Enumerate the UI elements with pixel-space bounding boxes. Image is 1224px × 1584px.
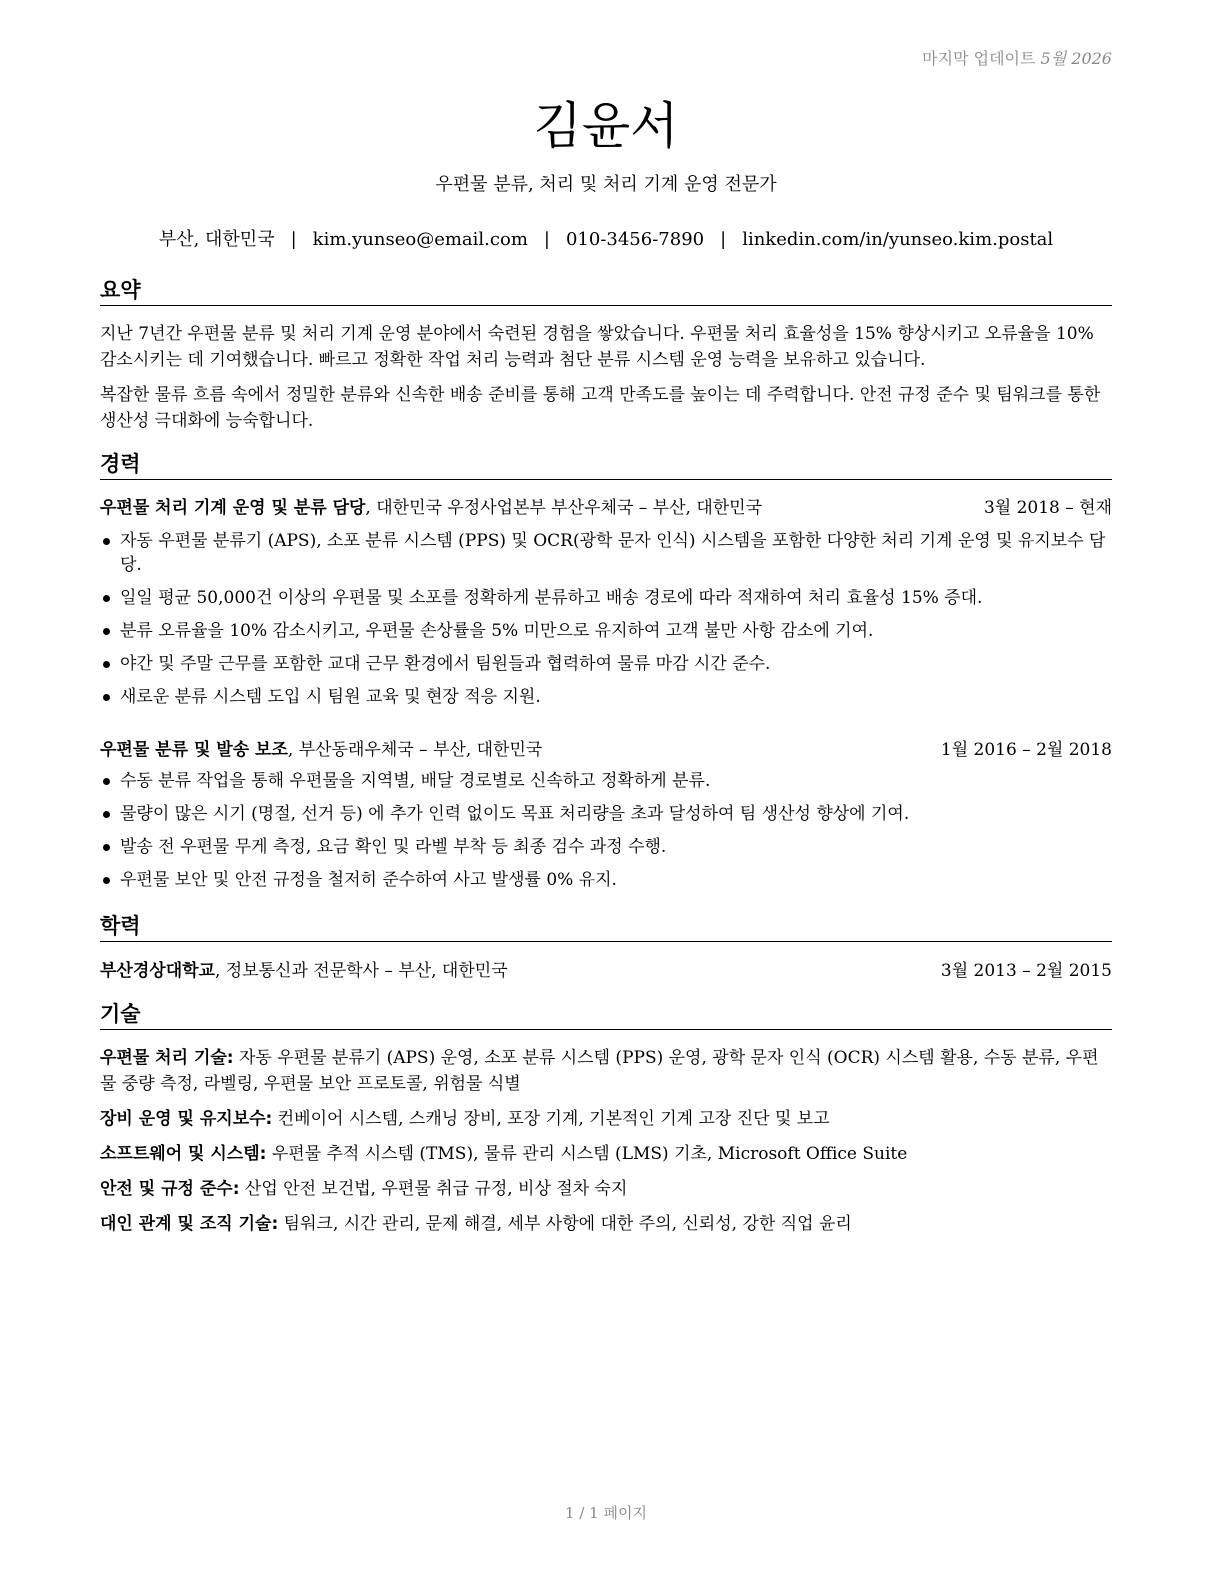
job-org: , 부산동래우체국 – 부산, 대한민국 xyxy=(287,740,543,760)
last-updated-date: 5월 2026 xyxy=(1040,49,1112,68)
skill-label: 대인 관계 및 조직 기술: xyxy=(100,1214,279,1234)
education-heading: 학력 xyxy=(100,913,1112,942)
skill-text: 컨베이어 시스템, 스캐닝 장비, 포장 기계, 기본적인 기계 고장 진단 및 보고 xyxy=(272,1109,830,1129)
list-item: 우편물 보안 및 안전 규정을 철저히 준수하여 사고 발생률 0% 유지. xyxy=(100,868,1112,892)
contact-separator: | xyxy=(543,229,550,250)
skill-label: 장비 운영 및 유지보수: xyxy=(100,1109,273,1129)
list-item: 발송 전 우편물 무게 측정, 요금 확인 및 라벨 부착 등 최종 검수 과정 수행. xyxy=(100,835,1112,859)
skill-text: 자동 우편물 분류기 (APS) 운영, 소포 분류 시스템 (PPS) 운영, 광학 문자 인식 (OCR) 시스템 활용, 수동 분류, 우편물 중량 측정, 라벨링, 우편물 보안 프로토콜, 위험물 식별 xyxy=(100,1048,1099,1094)
skill-label: 안전 및 규정 준수: xyxy=(100,1179,240,1199)
job-title: 우편물 처리 기계 운영 및 분류 담당 xyxy=(100,498,366,518)
skill-item xyxy=(100,1211,1112,1237)
skill-text: 산업 안전 보건법, 우편물 취급 규정, 비상 절차 숙지 xyxy=(239,1179,628,1199)
contact-location: 부산, 대한민국 xyxy=(158,229,275,250)
resume-page xyxy=(100,0,1112,1584)
skill-item xyxy=(100,1141,1112,1167)
list-item: 물량이 많은 시기 (명절, 선거 등) 에 추가 인력 없이도 목표 처리량을 초과 달성하여 팀 생산성 향상에 기여. xyxy=(100,802,1112,826)
skills-heading: 기술 xyxy=(100,1001,1112,1030)
page-number: 1 / 1 페이지 xyxy=(565,1504,647,1522)
education-detail: , 정보통신과 전문학사 – 부산, 대한민국 xyxy=(214,961,508,981)
skill-item xyxy=(100,1176,1112,1202)
job-dates: 1월 2016 – 2월 2018 xyxy=(940,740,1112,760)
skill-text: 우편물 추적 시스템 (TMS), 물류 관리 시스템 (LMS) 기초, Microsoft Office Suite xyxy=(266,1144,908,1164)
job-org: , 대한민국 우정사업본부 부산우체국 – 부산, 대한민국 xyxy=(365,498,763,518)
last-updated-label: 마지막 업데이트 xyxy=(922,49,1036,68)
job-header xyxy=(100,496,1112,520)
list-item: 수동 분류 작업을 통해 우편물을 지역별, 배달 경로별로 신속하고 정확하게 분류. xyxy=(100,769,1112,793)
summary-paragraph-2: 복잡한 물류 흐름 속에서 정밀한 분류와 신속한 배송 준비를 통해 고객 만족도를 높이는 데 주력합니다. 안전 규정 준수 및 팀워크를 통한 생산성 극대화에 능숙합니다. xyxy=(100,385,1101,431)
list-item: 야간 및 주말 근무를 포함한 교대 근무 환경에서 팀원들과 협력하여 물류 마감 시간 준수. xyxy=(100,652,1112,676)
candidate-headline: 우편물 분류, 처리 및 처리 기계 운영 전문가 xyxy=(435,174,777,195)
skill-label: 소프트웨어 및 시스템: xyxy=(100,1144,267,1164)
job-header xyxy=(100,738,1112,762)
education-school-detail xyxy=(100,959,508,983)
candidate-name: 김윤서 xyxy=(533,97,679,155)
skill-item xyxy=(100,1045,1112,1097)
list-item: 일일 평균 50,000건 이상의 우편물 및 소포를 정확하게 분류하고 배송 경로에 따라 적재하여 처리 효율성 15% 증대. xyxy=(100,586,1112,610)
contact-separator: | xyxy=(720,229,727,250)
experience-heading: 경력 xyxy=(100,451,1112,480)
job-bullets xyxy=(100,769,1112,901)
job-title-org xyxy=(100,738,542,762)
contact-line xyxy=(100,225,1112,251)
contact-phone: 010-3456-7890 xyxy=(565,229,705,250)
education-dates: 3월 2013 – 2월 2015 xyxy=(940,961,1112,981)
list-item: 분류 오류율을 10% 감소시키고, 우편물 손상률을 5% 미만으로 유지하여 고객 불만 사항 감소에 기여. xyxy=(100,619,1112,643)
contact-linkedin[interactable]: linkedin.com/in/yunseo.kim.postal xyxy=(742,229,1054,250)
last-updated xyxy=(922,46,1112,69)
skill-item xyxy=(100,1106,1112,1132)
job-title: 우편물 분류 및 발송 보조 xyxy=(100,740,288,760)
contact-separator: | xyxy=(290,229,297,250)
summary-paragraph-1: 지난 7년간 우편물 분류 및 처리 기계 운영 분야에서 숙련된 경험을 쌓았습니다. 우편물 처리 효율성을 15% 향상시키고 오류율을 10% 감소시키는 데 기여했습니다. 빠르고 정확한 작업 처리 능력과 첨단 분류 시스템 운영 능력을 보유하고 있습니다. xyxy=(100,324,1094,370)
skill-label: 우편물 처리 기술: xyxy=(100,1048,234,1068)
job-title-org xyxy=(100,496,762,520)
skill-text: 팀워크, 시간 관리, 문제 해결, 세부 사항에 대한 주의, 신뢰성, 강한 직업 윤리 xyxy=(278,1214,852,1234)
job-bullets xyxy=(100,529,1112,718)
contact-email[interactable]: kim.yunseo@email.com xyxy=(312,229,528,250)
job-dates: 3월 2018 – 현재 xyxy=(983,498,1112,518)
education-entry xyxy=(100,959,1112,983)
list-item: 새로운 분류 시스템 도입 시 팀원 교육 및 현장 적응 지원. xyxy=(100,685,1112,709)
summary-heading: 요약 xyxy=(100,277,1112,306)
list-item: 자동 우편물 분류기 (APS), 소포 분류 시스템 (PPS) 및 OCR(광학 문자 인식) 시스템을 포함한 다양한 처리 기계 운영 및 유지보수 담당. xyxy=(100,529,1112,577)
education-school: 부산경상대학교 xyxy=(100,961,215,981)
